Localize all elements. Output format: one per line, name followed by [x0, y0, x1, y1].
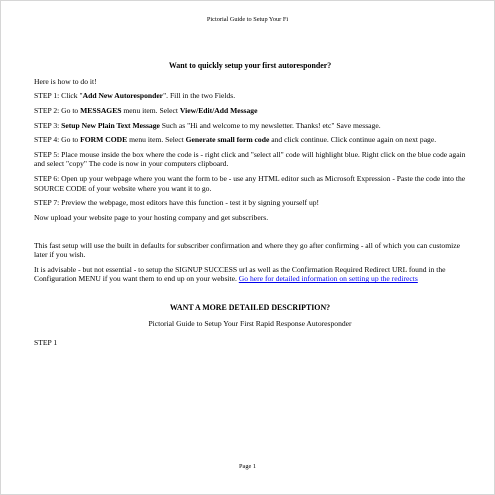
step-2-mid: menu item. Select	[121, 105, 180, 115]
section-step-label: STEP 1	[34, 337, 58, 347]
step-6: STEP 6: Open up your webpage where you want the form to be - use any HTML editor such as Microsoft Expression - Paste the code into the SOURCE CODE of your website where you want it to go.	[34, 174, 466, 193]
redirects-link[interactable]: Go here for detailed information on setting up the redirects	[238, 274, 418, 284]
step-4-menu: FORM CODE	[80, 135, 128, 145]
section-subtitle: Pictorial Guide to Setup Your First Rapid Response Autoresponder	[148, 319, 352, 329]
step-4	[34, 135, 466, 145]
step-1-prefix: STEP 1: Click "	[34, 91, 83, 101]
step-3-action: Setup New Plain Text Message	[61, 120, 160, 130]
step-2-option: View/Edit/Add Message	[179, 105, 258, 115]
advisable-text: It is advisable - but not essential - to setup the SIGNUP SUCCESS url as well as the Confirmation Required Redirect URL found in the Configuration MENU if you want them to end up on your website.	[34, 264, 446, 284]
page-title: Want to quickly setup your first autoresponder?	[168, 61, 332, 70]
step-4-mid: menu item. Select	[127, 135, 186, 145]
step-1-rest: ". Fill in the two Fields.	[163, 91, 236, 101]
step-3-prefix: STEP 3:	[34, 120, 62, 130]
document-body	[34, 61, 466, 347]
step-7: STEP 7: Preview the webpage, most editors have this function - test it by signing yourself up!	[34, 198, 320, 208]
page-number: Page 1	[239, 463, 256, 470]
section-title: WANT A MORE DETAILED DESCRIPTION?	[169, 302, 331, 312]
intro-text: Here is how to do it!	[34, 76, 97, 86]
step-1	[34, 91, 466, 101]
defaults-note: This fast setup will use the built in defaults for subscriber confirmation and where they go after confirming - all of which you can customize later if you wish.	[34, 240, 460, 259]
step-2	[34, 106, 466, 116]
step-4-prefix: STEP 4: Go to	[34, 135, 81, 145]
step-4-rest: and click continue. Click continue again on next page.	[269, 135, 437, 145]
step-5: STEP 5: Place mouse inside the box where the code is - right click and "select all" code will highlight blue. Right click on the blue code again and select "copy" The code is now in your computers clipboard.	[34, 149, 466, 169]
upload-text: Now upload your website page to your hosting company and get subscribers.	[34, 213, 269, 222]
step-1-action: Add New Autoresponder	[82, 91, 164, 101]
advisable-note	[34, 265, 466, 284]
step-3	[34, 121, 466, 131]
step-2-menu: MESSAGES	[80, 105, 122, 115]
step-2-prefix: STEP 2: Go to	[34, 105, 81, 115]
running-header: Pictorial Guide to Setup Your Fi	[206, 16, 289, 23]
step-3-rest: Such as "Hi and welcome to my newsletter. Thanks! etc" Save message.	[159, 120, 381, 130]
step-4-option: Generate small form code	[185, 135, 270, 145]
